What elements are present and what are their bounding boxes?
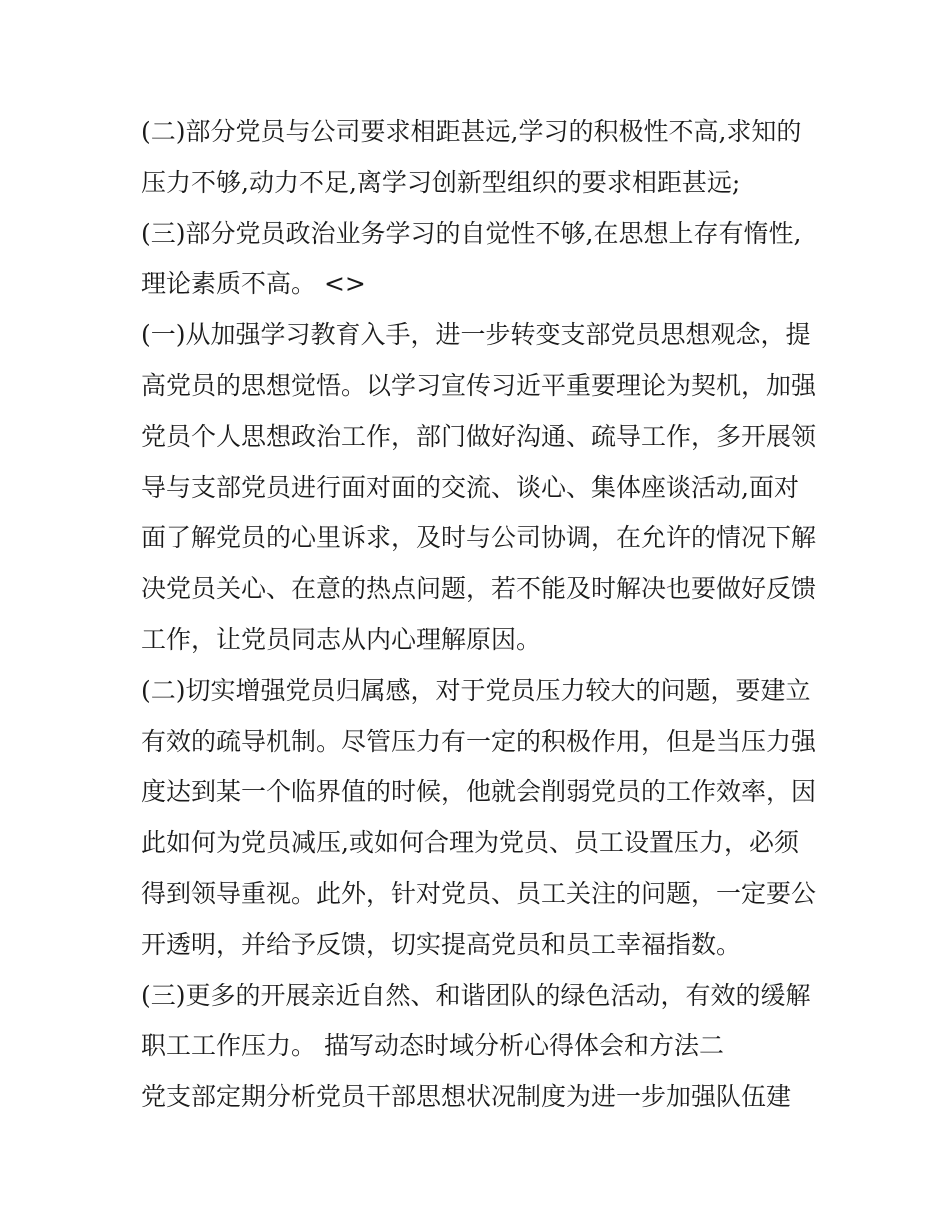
text-line: 度达到某一个临界值的时候，他就会削弱党员的工作效率，因 [141, 777, 817, 807]
text-line: (二)切实增强党员归属感，对于党员压力较大的问题，要建立 [141, 675, 811, 705]
text-line: (二)部分党员与公司要求相距甚远,学习的积极性不高,求知的 [141, 117, 802, 146]
text-line: (一)从加强学习教育入手，进一步转变支部党员思想观念，提 [141, 320, 811, 350]
document-body [141, 107, 821, 1123]
text-line: 有效的疏导机制。尽管压力有一定的积极作用，但是当压力强 [141, 726, 817, 756]
text-line: 压力不够,动力不足,离学习创新型组织的要求相距甚远; [141, 167, 741, 197]
text-line: 导与支部党员进行面对面的交流、谈心、集体座谈活动,面对 [141, 472, 799, 502]
text-line: 决党员关心、在意的热点问题，若不能及时解决也要做好反馈 [141, 574, 817, 604]
text-line: 高党员的思想觉悟。以学习宣传习近平重要理论为契机，加强 [141, 370, 817, 400]
text-line: (三)部分党员政治业务学习的自觉性不够,在思想上存有惰性, [141, 218, 802, 248]
text-line: (三)更多的开展亲近自然、和谐团队的绿色活动，有效的缓解 [141, 980, 811, 1010]
text-line: 此如何为党员减压,或如何合理为党员、员工设置压力，必须 [141, 828, 799, 858]
text-line: 党员个人思想政治工作，部门做好沟通、疏导工作，多开展领 [141, 421, 817, 451]
text-line: 党支部定期分析党员干部思想状况制度为进一步加强队伍建 [141, 1082, 792, 1112]
text-line: 得到领导重视。此外，针对党员、员工关注的问题，一定要公 [141, 878, 817, 908]
text-line: 开透明，并给予反馈，切实提高党员和员工幸福指数。 [141, 929, 742, 959]
text-line: 职工工作压力。 描写动态时域分析心得体会和方法二 [141, 1031, 724, 1061]
text-line: 工作，让党员同志从内心理解原因。 [141, 624, 542, 654]
text-line: 理论素质不高。 <> [141, 269, 366, 299]
text-line: 面了解党员的心里诉求，及时与公司协调，在允许的情况下解 [141, 523, 817, 553]
